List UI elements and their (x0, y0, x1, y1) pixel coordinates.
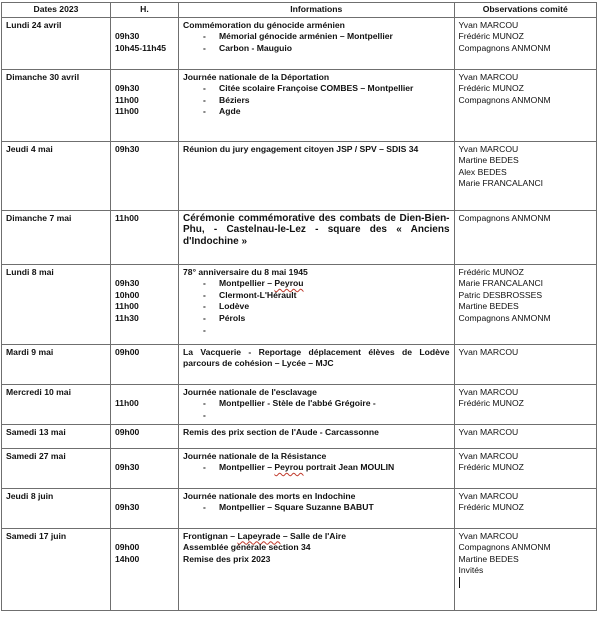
hour: 09h30 (114, 278, 140, 289)
obs-cell (454, 448, 596, 488)
hour: 11h00 (114, 398, 139, 409)
obs-name: Yvan MARCOU (458, 71, 519, 82)
date-cell: Jeudi 4 mai (2, 141, 111, 210)
obs-cell (454, 69, 596, 141)
header-hour: H. (110, 3, 178, 18)
hours-cell (110, 384, 178, 424)
info-cell: La Vacquerie - Reportage déplacement élèves de Lodève parcours de cohésion – Lycée – MJC (179, 344, 455, 384)
obs-name: Compagnons ANMONM (458, 312, 551, 323)
info-title-text: – Salle de l'Aire (280, 530, 347, 541)
obs-name: Yvan MARCOU (458, 530, 519, 541)
obs-name: Compagnons ANMONM (458, 94, 551, 105)
table-row (2, 424, 597, 448)
info-cell (179, 528, 455, 610)
hours-cell: 09h30 (110, 141, 178, 210)
info-title: Commémoration du génocide arménien (183, 19, 345, 30)
date-cell: Jeudi 8 juin (2, 488, 111, 528)
hour: 09h30 (114, 31, 140, 42)
hour: 11h00 (114, 301, 139, 312)
obs-name: Frédéric MUNOZ (458, 502, 524, 513)
info-title (183, 531, 450, 543)
date-cell: Lundi 8 mai (2, 264, 111, 344)
hours-cell (110, 17, 178, 69)
table-row (2, 344, 597, 384)
obs-cell (454, 528, 596, 610)
obs-name: Invités (458, 565, 484, 576)
hour: 11h00 (114, 106, 139, 117)
header-dates: Dates 2023 (2, 3, 111, 18)
hours-cell (110, 528, 178, 610)
table-row (2, 264, 597, 344)
info-line: Assemblée générale section 34 (183, 542, 311, 553)
info-title: Journée nationale de l'esclavage (183, 386, 317, 397)
obs-name: Yvan MARCOU (458, 426, 519, 437)
hour: 11h30 (114, 312, 139, 323)
date-cell: Samedi 27 mai (2, 448, 111, 488)
table-row (2, 488, 597, 528)
info-title-text: Frontignan – (183, 530, 238, 541)
obs-name: Yvan MARCOU (458, 450, 519, 461)
hours-cell: 09h00 (110, 424, 178, 448)
hours-cell: 11h00 (110, 210, 178, 264)
hour: 09h30 (114, 83, 140, 94)
hours-cell (110, 69, 178, 141)
info-item: - Carbon - Mauguio (203, 43, 450, 55)
hours-cell (110, 264, 178, 344)
obs-name: Frédéric MUNOZ (458, 83, 524, 94)
obs-name: Martine BEDES (458, 553, 519, 564)
info-line: Remise des prix 2023 (183, 553, 271, 564)
obs-name: Compagnons ANMONM (458, 212, 551, 223)
table-row (2, 17, 597, 69)
date-cell: Mercredi 10 mai (2, 384, 111, 424)
obs-cell (454, 17, 596, 69)
info-item-text: Montpellier – (219, 278, 275, 289)
text-cursor[interactable] (459, 577, 592, 589)
hour: 09h30 (114, 462, 140, 473)
obs-name: Yvan MARCOU (458, 346, 519, 357)
obs-cell (454, 424, 596, 448)
info-cell (179, 69, 455, 141)
obs-name: Martine BEDES (458, 155, 519, 166)
info-item (203, 278, 450, 290)
header-info: Informations (179, 3, 455, 18)
obs-name: Frédéric MUNOZ (458, 31, 524, 42)
hours-cell: 09h00 (110, 344, 178, 384)
info-item: - Citée scolaire Françoise COMBES – Montpellier (203, 83, 450, 95)
info-item: - Clermont-L'Hérault (203, 290, 450, 302)
obs-name: Yvan MARCOU (458, 386, 519, 397)
obs-name: Yvan MARCOU (458, 143, 519, 154)
date-cell: Lundi 24 avril (2, 17, 111, 69)
info-item (203, 462, 450, 474)
info-item: - Agde (203, 106, 450, 118)
table-row (2, 528, 597, 610)
info-cell (179, 17, 455, 69)
obs-cell (454, 488, 596, 528)
table-row (2, 448, 597, 488)
obs-cell (454, 141, 596, 210)
info-cell (179, 448, 455, 488)
obs-name: Marie FRANCALANCI (458, 178, 544, 189)
obs-cell (454, 384, 596, 424)
table-row (2, 384, 597, 424)
spellcheck-word: Peyrou (274, 278, 304, 289)
header-obs: Observations comité (454, 3, 596, 18)
info-cell: Cérémonie commémorative des combats de Dien-Bien-Phu, - Castelnau-le-Lez - square des « Anciens d'Indochine » (179, 210, 455, 264)
info-item-text: portrait Jean MOULIN (303, 462, 395, 473)
obs-name: Compagnons ANMONM (458, 42, 551, 53)
date-cell: Mardi 9 mai (2, 344, 111, 384)
info-title: Journée nationale des morts en Indochine (183, 490, 356, 501)
hour: 09h30 (114, 502, 140, 513)
info-item: - Béziers (203, 95, 450, 107)
info-cell: Remis des prix section de l'Aude - Carcassonne (179, 424, 455, 448)
obs-name: Yvan MARCOU (458, 490, 519, 501)
obs-cell (454, 344, 596, 384)
obs-cell (454, 210, 596, 264)
info-cell: Réunion du jury engagement citoyen JSP / SPV – SDIS 34 (179, 141, 455, 210)
info-cell (179, 264, 455, 344)
schedule-table (1, 2, 597, 611)
info-title: Journée nationale de la Résistance (183, 450, 327, 461)
obs-name: Yvan MARCOU (458, 19, 519, 30)
hours-cell (110, 448, 178, 488)
date-cell: Dimanche 30 avril (2, 69, 111, 141)
obs-name: Patric DESBROSSES (458, 289, 543, 300)
hour: 10h45-11h45 (114, 42, 167, 53)
obs-name: Alex BEDES (458, 166, 507, 177)
info-cell (179, 488, 455, 528)
table-row (2, 141, 597, 210)
info-title: Journée nationale de la Déportation (183, 71, 330, 82)
info-item: - Lodève (203, 301, 450, 313)
info-title: 78° anniversaire du 8 mai 1945 (183, 266, 308, 277)
obs-name: Marie FRANCALANCI (458, 278, 544, 289)
info-item: - Pérols (203, 313, 450, 325)
hour: 09h00 (114, 542, 140, 553)
date-cell: Samedi 17 juin (2, 528, 111, 610)
obs-name: Frédéric MUNOZ (458, 398, 524, 409)
info-item-text: Montpellier – (219, 462, 275, 473)
info-item: - Montpellier - Stèle de l'abbé Grégoire - (203, 398, 450, 410)
info-cell (179, 384, 455, 424)
obs-name: Compagnons ANMONM (458, 542, 551, 553)
hours-cell (110, 488, 178, 528)
obs-name: Frédéric MUNOZ (458, 266, 524, 277)
table-row (2, 69, 597, 141)
date-cell: Samedi 13 mai (2, 424, 111, 448)
spellcheck-word: Lapeyrade (237, 530, 281, 541)
table-row (2, 210, 597, 264)
info-item: - Montpellier – Square Suzanne BABUT (203, 502, 450, 514)
obs-name: Martine BEDES (458, 301, 519, 312)
info-item: - Mémorial génocide arménien – Montpellier (203, 31, 450, 43)
obs-name: Frédéric MUNOZ (458, 462, 524, 473)
hour: 11h00 (114, 94, 139, 105)
hour: 10h00 (114, 289, 140, 300)
date-cell: Dimanche 7 mai (2, 210, 111, 264)
obs-cell (454, 264, 596, 344)
hour: 14h00 (114, 553, 140, 564)
header-row (2, 3, 597, 18)
spellcheck-word: Peyrou (274, 462, 304, 473)
